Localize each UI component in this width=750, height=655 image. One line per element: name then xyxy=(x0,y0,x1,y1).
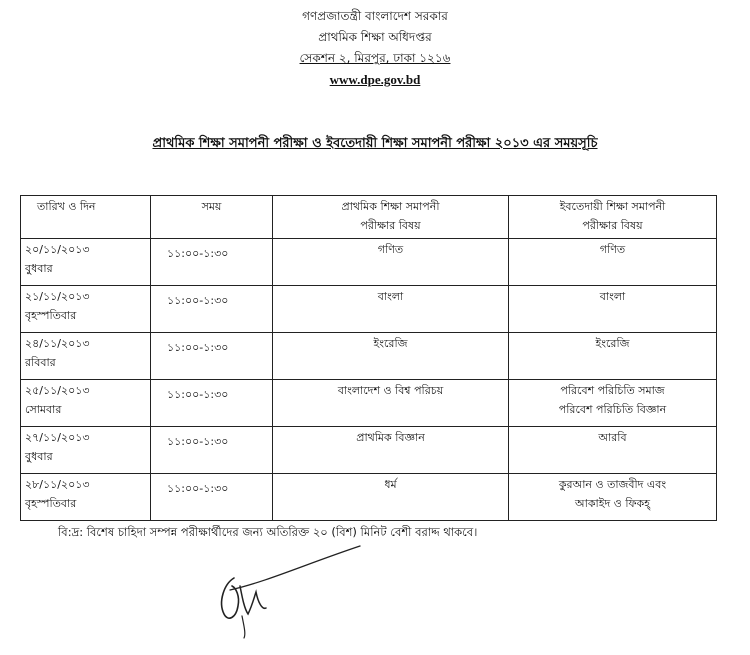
time-cell: ১১:০০-১:৩০ xyxy=(151,427,273,474)
primary-subject-cell: ধর্ম xyxy=(273,474,509,521)
date-cell: ২১/১১/২০১৩ বৃহস্পতিবার xyxy=(21,286,151,333)
time-cell: ১১:০০-১:৩০ xyxy=(151,286,273,333)
primary-subject-cell: গণিত xyxy=(273,239,509,286)
table-row xyxy=(21,380,717,427)
date-cell: ২৪/১১/২০১৩ রবিবার xyxy=(21,333,151,380)
website-link[interactable]: www.dpe.gov.bd xyxy=(329,72,421,87)
footnote: বি:দ্র: বিশেষ চাহিদা সম্পন্ন পরীক্ষার্থীদের জন্য অতিরিক্ত ২০ (বিশ) মিনিট বেশী বরাদ্দ থাকবে। xyxy=(58,525,478,539)
office-address: সেকশন ২, মিরপুর, ঢাকা ১২১৬ xyxy=(299,51,451,65)
primary-subject-cell: বাংলাদেশ ও বিশ্ব পরিচয় xyxy=(273,380,509,427)
time-cell: ১১:০০-১:৩০ xyxy=(151,380,273,427)
header-ebtedayee-subject: ইবতেদায়ী শিক্ষা সমাপনী পরীক্ষার বিষয় xyxy=(509,196,717,239)
primary-subject-cell: বাংলা xyxy=(273,286,509,333)
ebtedayee-subject-cell: আরবি xyxy=(509,427,717,474)
table-row xyxy=(21,333,717,380)
ebtedayee-subject-cell: পরিবেশ পরিচিতি সমাজ পরিবেশ পরিচিতি বিজ্ঞান xyxy=(509,380,717,427)
table-row xyxy=(21,474,717,521)
time-cell: ১১:০০-১:৩০ xyxy=(151,239,273,286)
ebtedayee-subject-cell: গণিত xyxy=(509,239,717,286)
ebtedayee-subject-cell: বাংলা xyxy=(509,286,717,333)
letterhead xyxy=(0,6,750,91)
header-primary-subject: প্রাথমিক শিক্ষা সমাপনী পরীক্ষার বিষয় xyxy=(273,196,509,239)
ebtedayee-subject-cell: কুরআন ও তাজবীদ এবং আকাইদ ও ফিকহ্ xyxy=(509,474,717,521)
page-title: প্রাথমিক শিক্ষা সমাপনী পরীক্ষা ও ইবতেদায়ী শিক্ষা সমাপনী পরীক্ষা ২০১৩ এর সময়সূচি xyxy=(152,136,598,151)
time-cell: ১১:০০-১:৩০ xyxy=(151,474,273,521)
date-cell: ২৫/১১/২০১৩ সোমবার xyxy=(21,380,151,427)
primary-subject-cell: প্রাথমিক বিজ্ঞান xyxy=(273,427,509,474)
table-header-row xyxy=(21,196,717,239)
primary-subject-cell: ইংরেজি xyxy=(273,333,509,380)
ebtedayee-subject-cell: ইংরেজি xyxy=(509,333,717,380)
government-name: গণপ্রজাতন্ত্রী বাংলাদেশ সরকার xyxy=(302,9,448,23)
time-cell: ১১:০০-১:৩০ xyxy=(151,333,273,380)
table-row xyxy=(21,286,717,333)
header-time: সময় xyxy=(151,196,273,239)
table-row xyxy=(21,239,717,286)
date-cell: ২৮/১১/২০১৩ বৃহস্পতিবার xyxy=(21,474,151,521)
table-row xyxy=(21,427,717,474)
department-name: প্রাথমিক শিক্ষা অধিদপ্তর xyxy=(318,30,432,44)
date-cell: ২০/১১/২০১৩ বুধবার xyxy=(21,239,151,286)
exam-schedule-table xyxy=(20,195,717,521)
header-date: তারিখ ও দিন xyxy=(21,196,151,239)
date-cell: ২৭/১১/২০১৩ বুধবার xyxy=(21,427,151,474)
signature-icon xyxy=(206,540,366,640)
